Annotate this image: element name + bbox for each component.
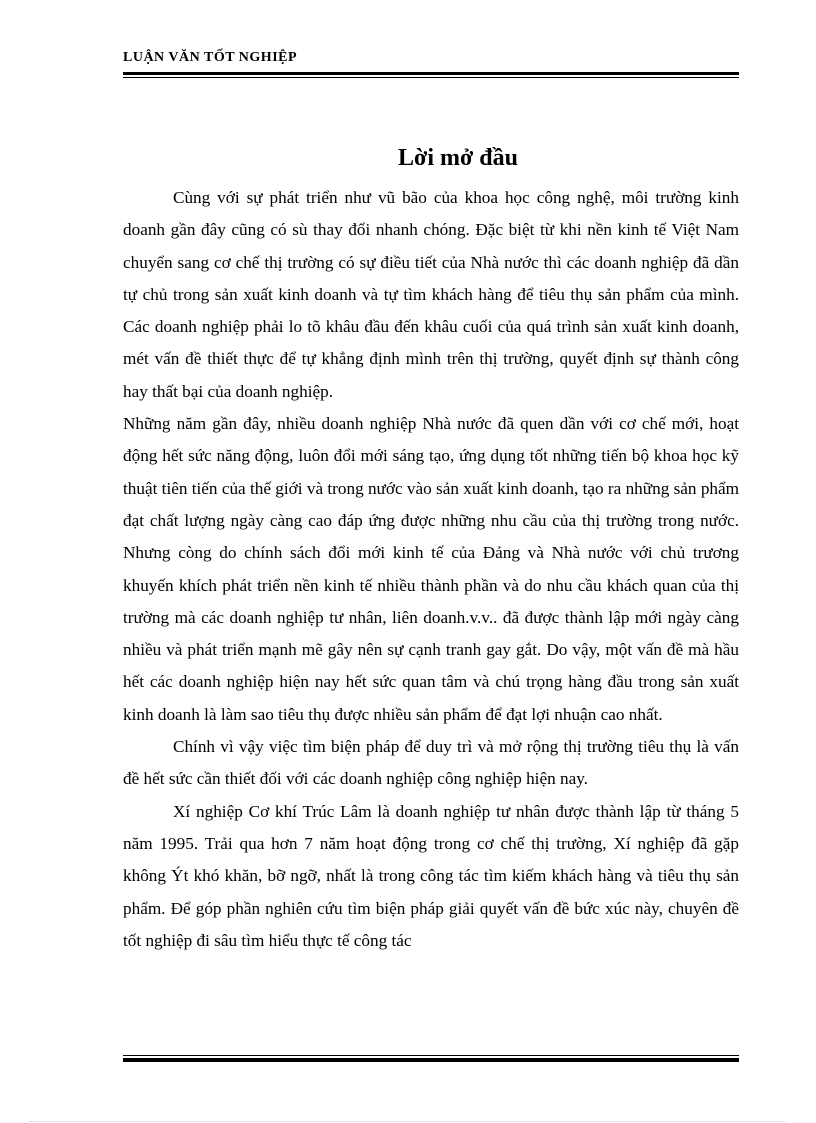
header-rule-thick [123,72,739,75]
footer-rule-thick [123,1058,739,1062]
page-edge-dotted-line [30,1121,786,1122]
running-header-title: LUẬN VĂN TỐT NGHIỆP [123,50,298,65]
footer-rule-thin [123,1055,739,1056]
header-rule-thin [123,77,739,78]
paragraph-4: Xí nghiệp Cơ khí Trúc Lâm là doanh nghiệp tư nhân được thành lập từ tháng 5 năm 1995. Trải qua hơn 7 năm hoạt động trong cơ chế thị trường, Xí nghiệp đã gặp không Ýt khó khăn, bỡ ngỡ, nhất là trong công tác tìm kiếm khách hàng và tiêu thụ sản phẩm. Để góp phần nghiên cứu tìm biện pháp giải quyết vấn đề bức xúc này, chuyên đề tốt nghiệp đi sâu tìm hiểu thực tế công tác [123,801,739,950]
paragraph-2: Những năm gần đây, nhiều doanh nghiệp Nhà nước đã quen dần với cơ chế mới, hoạt động hết sức năng động, luôn đổi mới sáng tạo, ứng dụng tốt những tiến bộ khoa học kỹ thuật tiên tiến của thế giới và trong nước vào sản xuất kinh doanh, tạo ra những sản phẩm đạt chất lượng ngày càng cao đáp ứng được những nhu cầu của thị trường trong nước. Nhưng còng do chính sách đổi mới kinh tế của Đảng và Nhà nước với chủ trương khuyến khích phát triển nền kinh tế nhiều thành phần và do nhu cầu khách quan của thị trường mà các doanh nghiệp tư nhân, liên doanh.v.v.. đã được thành lập mới ngày càng nhiều và phát triển mạnh mẽ gây nên sự cạnh tranh gay gắt. Do vậy, một vấn đề mà hầu hết các doanh nghiệp hiện nay hết sức quan tâm và chú trọng hàng đầu trong sản xuất kinh doanh là làm sao tiêu thụ được nhiều sản phẩm để đạt lợi nhuận cao nhất. [123,414,739,724]
page-heading: Lời mở đầu [398,145,518,171]
body-text [123,182,739,957]
paragraph-3: Chính vì vậy việc tìm biện pháp để duy trì và mở rộng thị trường tiêu thụ là vấn đề hết sức cần thiết đối với các doanh nghiệp công nghiệp hiện nay. [123,737,739,789]
paragraph-1: Cùng với sự phát triển như vũ bão của khoa học công nghệ, môi trường kinh doanh gần đây cũng có sù thay đổi nhanh chóng. Đặc biệt từ khi nền kinh tế Việt Nam chuyển sang cơ chế thị trường có sự điều tiết của Nhà nước thì các doanh nghiệp đã dần tự chủ trong sản xuất kinh doanh và tự tìm khách hàng để tiêu thụ sản phẩm của mình. Các doanh nghiệp phải lo tõ khâu đầu đến khâu cuối của quá trình sản xuất kinh doanh, mét vấn đề thiết thực để tự khẳng định mình trên thị trường, quyết định sự thành công hay thất bại của doanh nghiệp. [123,188,739,401]
